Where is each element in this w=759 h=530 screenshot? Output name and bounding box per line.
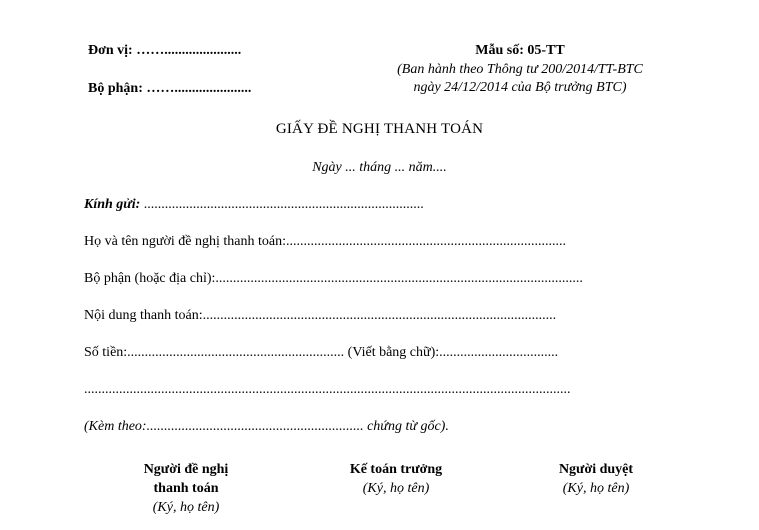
issued-line-1: (Ban hành theo Thông tư 200/2014/TT-BTC	[397, 62, 643, 77]
department-line: Bộ phận (hoặc địa chỉ):.........................................................................................................	[84, 271, 583, 286]
requester-sign-note: (Ký, họ tên)	[152, 500, 220, 515]
accountant-sign-note: (Ký, họ tên)	[362, 481, 430, 496]
document-title: GIẤY ĐỀ NGHỊ THANH TOÁN	[275, 121, 484, 137]
unit-label: Đơn vị:	[88, 43, 133, 58]
approver-title: Người duyệt	[558, 462, 634, 477]
dept-line	[88, 80, 251, 97]
dept-label: Bộ phận:	[88, 81, 143, 96]
accountant-title: Kế toán trưởng	[349, 462, 443, 477]
unit-line	[88, 42, 241, 59]
amount-line: Số tiền:.............................................................. (Viết bằng chữ):..................................	[84, 345, 559, 360]
form-number: Mẫu số: 05-TT	[475, 43, 565, 58]
kinh-gui-dots: ................................................................................	[140, 197, 424, 212]
extra-dots-line: ...........................................................................................................................................	[84, 382, 571, 397]
dept-dots: ……......................	[146, 81, 252, 96]
issued-line-2: ngày 24/12/2014 của Bộ trưởng BTC)	[413, 80, 627, 95]
date-line: Ngày ... tháng ... năm....	[312, 160, 447, 175]
requester-title-1: Người đề nghị	[143, 462, 229, 477]
requester-title-2: thanh toán	[153, 481, 219, 496]
attachment-line: (Kèm theo:.............................................................. chứng từ gốc).	[84, 419, 449, 434]
approver-sign-note: (Ký, họ tên)	[562, 481, 630, 496]
payment-content-line: Nội dung thanh toán:.....................................................................................................	[84, 308, 557, 323]
requester-name-line: Họ và tên người đề nghị thanh toán:................................................................................	[84, 234, 567, 249]
kinh-gui-line	[84, 196, 424, 213]
unit-dots: ……......................	[136, 43, 242, 58]
kinh-gui-label: Kính gửi:	[84, 197, 141, 212]
